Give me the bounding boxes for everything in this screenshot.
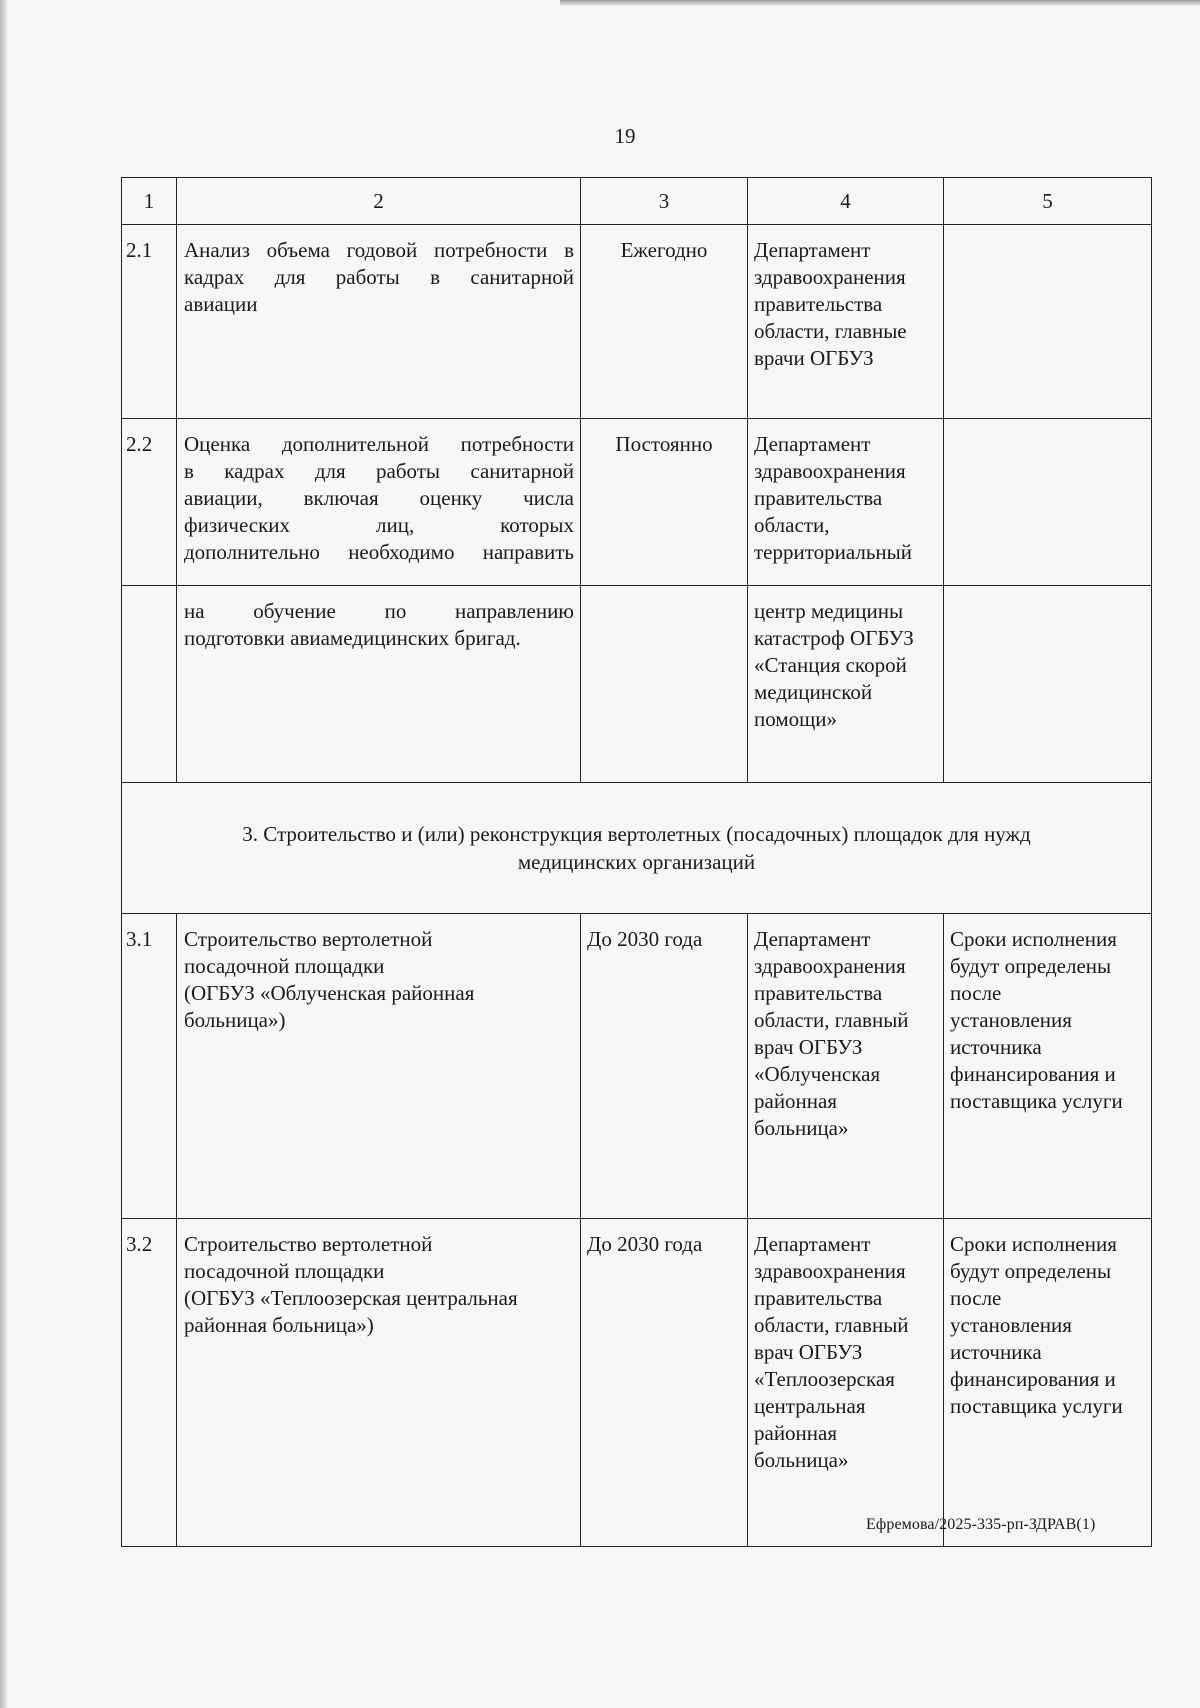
text-line: области, главные bbox=[754, 319, 907, 343]
text-line: области, главный bbox=[754, 1313, 909, 1337]
text-line: правительства bbox=[754, 486, 883, 510]
scan-edge-left bbox=[0, 0, 7, 1708]
text-line: «Облученская bbox=[754, 1062, 881, 1086]
measure-text bbox=[177, 1219, 581, 1547]
text-line: «Станция скорой bbox=[754, 653, 907, 677]
text-line: авиации bbox=[184, 292, 258, 316]
measure-text bbox=[177, 419, 581, 586]
text-line: поставщика услуги bbox=[950, 1394, 1123, 1418]
header-cell: 2 bbox=[177, 178, 581, 225]
text-line: центральная bbox=[754, 1394, 866, 1418]
term-cell: Ежегодно bbox=[581, 225, 748, 419]
table-row bbox=[122, 419, 1152, 586]
text-line: области, bbox=[754, 513, 830, 537]
text-line: установления bbox=[950, 1313, 1072, 1337]
text-line: (ОГБУЗ «Облученская районная bbox=[184, 981, 475, 1005]
header-cell: 4 bbox=[748, 178, 944, 225]
text-line: территориальный bbox=[754, 540, 913, 564]
text-line: Сроки исполнения bbox=[950, 927, 1117, 951]
text-line: здравоохранения bbox=[754, 265, 906, 289]
text-line: 3. Строительство и (или) реконструкция вертолетных (посадочных) площадок для нужд bbox=[242, 822, 1031, 846]
note-cell bbox=[944, 419, 1152, 586]
section-title-row bbox=[122, 783, 1152, 914]
text-line: в кадрах для работы санитарной bbox=[184, 459, 574, 483]
text-line: подготовки авиамедицинских бригад. bbox=[184, 626, 521, 650]
text-line: помощи» bbox=[754, 707, 838, 731]
text-line: (ОГБУЗ «Теплоозерская центральная bbox=[184, 1286, 518, 1310]
table-row bbox=[122, 914, 1152, 1219]
header-cell: 5 bbox=[944, 178, 1152, 225]
text-line: Строительство вертолетной bbox=[184, 927, 433, 951]
text-line: центр медицины bbox=[754, 599, 904, 623]
note-cell bbox=[944, 586, 1152, 783]
table-row bbox=[122, 1219, 1152, 1547]
note-cell bbox=[944, 914, 1152, 1219]
text-line: больница» bbox=[754, 1116, 849, 1140]
text-line: посадочной площадки bbox=[184, 1259, 385, 1283]
text-line: больница») bbox=[184, 1008, 286, 1032]
term-cell: Постоянно bbox=[581, 419, 748, 586]
text-line: здравоохранения bbox=[754, 954, 906, 978]
responsible-cell bbox=[748, 914, 944, 1219]
text-line: Анализ объема годовой потребности в bbox=[184, 238, 574, 262]
responsible-cell bbox=[748, 225, 944, 419]
text-line: врач ОГБУЗ bbox=[754, 1035, 863, 1059]
text-line: на обучение по направлению bbox=[184, 599, 574, 623]
header-cell: 1 bbox=[122, 178, 177, 225]
document-registration-code: Ефремова/2025-335-рп-ЗДРАВ(1) bbox=[866, 1516, 1096, 1533]
measure-text bbox=[177, 914, 581, 1219]
text-line: кадрах для работы в санитарной bbox=[184, 265, 574, 289]
text-line: Департамент bbox=[754, 927, 871, 951]
text-line: установления bbox=[950, 1008, 1072, 1032]
text-line: области, главный bbox=[754, 1008, 909, 1032]
text-line: здравоохранения bbox=[754, 459, 906, 483]
text-line: финансирования и bbox=[950, 1367, 1116, 1391]
text-line: источника bbox=[950, 1340, 1042, 1364]
responsible-cell bbox=[748, 1219, 944, 1547]
header-cell: 3 bbox=[581, 178, 748, 225]
scan-edge-top bbox=[560, 0, 1200, 6]
text-line: медицинских организаций bbox=[517, 850, 756, 874]
term-cell: До 2030 года bbox=[581, 914, 748, 1219]
text-line: районная больница») bbox=[184, 1313, 374, 1337]
text-line: больница» bbox=[754, 1448, 849, 1472]
text-line: после bbox=[950, 1286, 1002, 1310]
text-line: катастроф ОГБУЗ bbox=[754, 626, 914, 650]
text-line: авиации, включая оценку числа bbox=[184, 486, 574, 510]
text-line: медицинской bbox=[754, 680, 873, 704]
note-cell bbox=[944, 225, 1152, 419]
row-number: 2.2 bbox=[122, 419, 177, 586]
text-line: правительства bbox=[754, 1286, 883, 1310]
responsible-cell bbox=[748, 419, 944, 586]
text-line: Сроки исполнения bbox=[950, 1232, 1117, 1256]
responsible-cell bbox=[748, 586, 944, 783]
row-number: 3.2 bbox=[122, 1219, 177, 1547]
text-line: правительства bbox=[754, 981, 883, 1005]
table-row bbox=[122, 225, 1152, 419]
text-line: районная bbox=[754, 1089, 838, 1113]
measure-text bbox=[177, 225, 581, 419]
row-number: 2.1 bbox=[122, 225, 177, 419]
term-cell bbox=[581, 586, 748, 783]
text-line: поставщика услуги bbox=[950, 1089, 1123, 1113]
note-cell bbox=[944, 1219, 1152, 1547]
text-line: будут определены bbox=[950, 1259, 1112, 1283]
text-line: будут определены bbox=[950, 954, 1112, 978]
text-line: Департамент bbox=[754, 432, 871, 456]
page-number: 19 bbox=[614, 124, 636, 148]
text-line: Строительство вертолетной bbox=[184, 1232, 433, 1256]
term-cell: До 2030 года bbox=[581, 1219, 748, 1547]
text-line: районная bbox=[754, 1421, 838, 1445]
text-line: после bbox=[950, 981, 1002, 1005]
text-line: Департамент bbox=[754, 1232, 871, 1256]
text-line: Департамент bbox=[754, 238, 871, 262]
text-line: Оценка дополнительной потребности bbox=[184, 432, 574, 456]
text-line: здравоохранения bbox=[754, 1259, 906, 1283]
text-line: источника bbox=[950, 1035, 1042, 1059]
measure-text bbox=[177, 586, 581, 783]
measures-table bbox=[121, 177, 1152, 1547]
text-line: правительства bbox=[754, 292, 883, 316]
table-header-row bbox=[122, 178, 1152, 225]
row-number bbox=[122, 586, 177, 783]
text-line: посадочной площадки bbox=[184, 954, 385, 978]
text-line: дополнительно необходимо направить bbox=[184, 540, 574, 564]
row-number: 3.1 bbox=[122, 914, 177, 1219]
text-line: финансирования и bbox=[950, 1062, 1116, 1086]
section-title bbox=[122, 783, 1152, 914]
text-line: физических лиц, которых bbox=[184, 513, 574, 537]
text-line: врач ОГБУЗ bbox=[754, 1340, 863, 1364]
text-line: врачи ОГБУЗ bbox=[754, 346, 874, 370]
table-row bbox=[122, 586, 1152, 783]
text-line: «Теплоозерская bbox=[754, 1367, 895, 1391]
